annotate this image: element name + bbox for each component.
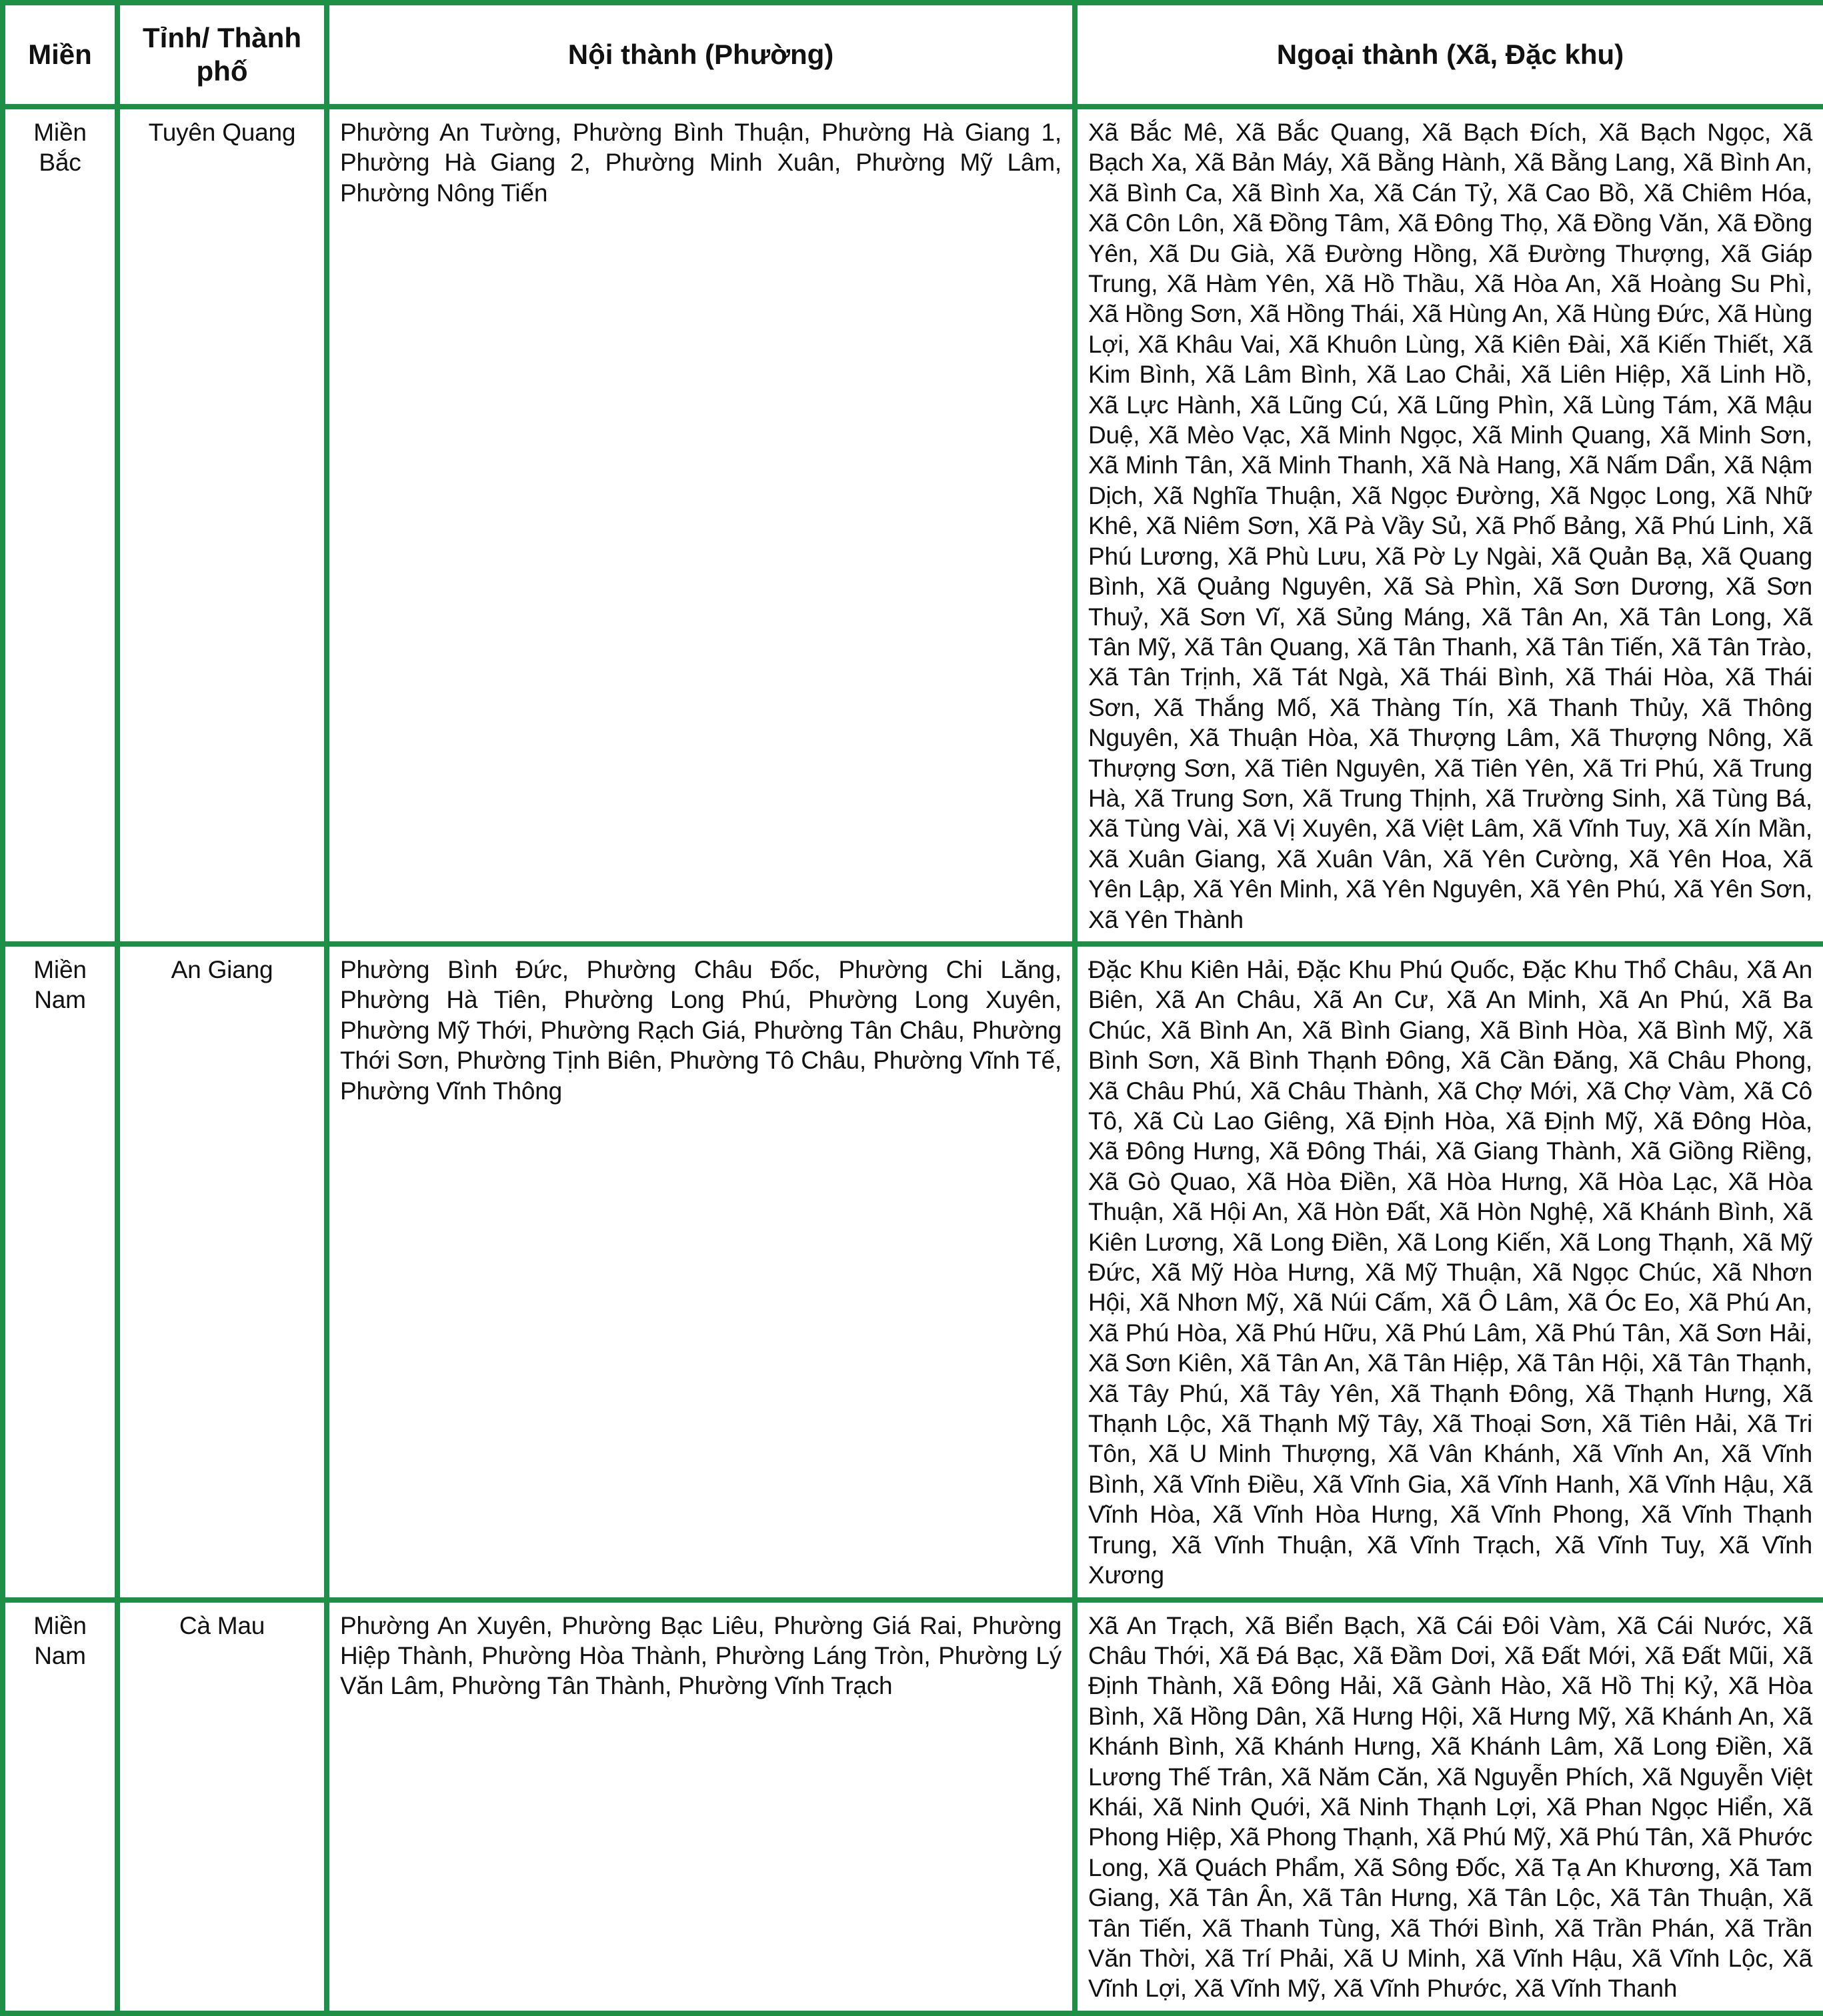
province-cell: Cà Mau [117, 1600, 327, 2013]
province-cell: Tuyên Quang [117, 107, 327, 944]
table-row [3, 1600, 1823, 2013]
region-cell: Miền Nam [3, 1600, 117, 2013]
wards-cell: Phường Bình Đức, Phường Châu Đốc, Phường Chi Lăng, Phường Hà Tiên, Phường Long Phú, Phường Long Xuyên, Phường Mỹ Thới, Phường Rạch Giá, Phường Tân Châu, Phường Thới Sơn, Phường Tịnh Biên, Phường Tô Châu, Phường Vĩnh Tế, Phường Vĩnh Thông [327, 944, 1075, 1600]
province-cell: An Giang [117, 944, 327, 1600]
table-row [3, 107, 1823, 944]
header-urban-wards: Nội thành (Phường) [327, 3, 1075, 107]
region-cell: Miền Bắc [3, 107, 117, 944]
communes-cell: Xã Bắc Mê, Xã Bắc Quang, Xã Bạch Đích, Xã Bạch Ngọc, Xã Bạch Xa, Xã Bản Máy, Xã Bằng Hành, Xã Bằng Lang, Xã Bình An, Xã Bình Ca, Xã Bình Xa, Xã Cán Tỷ, Xã Cao Bồ, Xã Chiêm Hóa, Xã Côn Lôn, Xã Đồng Tâm, Xã Đông Thọ, Xã Đồng Văn, Xã Đồng Yên, Xã Du Già, Xã Đường Hồng, Xã Đường Thượng, Xã Giáp Trung, Xã Hàm Yên, Xã Hồ Thầu, Xã Hòa An, Xã Hoàng Su Phì, Xã Hồng Sơn, Xã Hồng Thái, Xã Hùng An, Xã Hùng Đức, Xã Hùng Lợi, Xã Khâu Vai, Xã Khuôn Lùng, Xã Kiên Đài, Xã Kiến Thiết, Xã Kim Bình, Xã Lâm Bình, Xã Lao Chải, Xã Liên Hiệp, Xã Linh Hồ, Xã Lực Hành, Xã Lũng Cú, Xã Lũng Phìn, Xã Lùng Tám, Xã Mậu Duệ, Xã Mèo Vạc, Xã Minh Ngọc, Xã Minh Quang, Xã Minh Sơn, Xã Minh Tân, Xã Minh Thanh, Xã Nà Hang, Xã Nấm Dẩn, Xã Nậm Dịch, Xã Nghĩa Thuận, Xã Ngọc Đường, Xã Ngọc Long, Xã Nhữ Khê, Xã Niêm Sơn, Xã Pà Vầy Sủ, Xã Phố Bảng, Xã Phú Linh, Xã Phú Lương, Xã Phù Lưu, Xã Pờ Ly Ngài, Xã Quản Bạ, Xã Quang Bình, Xã Quảng Nguyên, Xã Sà Phìn, Xã Sơn Dương, Xã Sơn Thuỷ, Xã Sơn Vĩ, Xã Sủng Máng, Xã Tân An, Xã Tân Long, Xã Tân Mỹ, Xã Tân Quang, Xã Tân Thanh, Xã Tân Tiến, Xã Tân Trào, Xã Tân Trịnh, Xã Tát Ngà, Xã Thái Bình, Xã Thái Hòa, Xã Thái Sơn, Xã Thắng Mố, Xã Thàng Tín, Xã Thanh Thủy, Xã Thông Nguyên, Xã Thuận Hòa, Xã Thượng Lâm, Xã Thượng Nông, Xã Thượng Sơn, Xã Tiên Nguyên, Xã Tiên Yên, Xã Tri Phú, Xã Trung Hà, Xã Trung Sơn, Xã Trung Thịnh, Xã Trường Sinh, Xã Tùng Bá, Xã Tùng Vài, Xã Vị Xuyên, Xã Việt Lâm, Xã Vĩnh Tuy, Xã Xín Mần, Xã Xuân Giang, Xã Xuân Vân, Xã Yên Cường, Xã Yên Hoa, Xã Yên Lập, Xã Yên Minh, Xã Yên Nguyên, Xã Yên Phú, Xã Yên Sơn, Xã Yên Thành [1075, 107, 1823, 944]
wards-cell: Phường An Tường, Phường Bình Thuận, Phường Hà Giang 1, Phường Hà Giang 2, Phường Minh Xuân, Phường Mỹ Lâm, Phường Nông Tiến [327, 107, 1075, 944]
region-cell: Miền Nam [3, 944, 117, 1600]
header-province: Tỉnh/ Thành phố [117, 3, 327, 107]
wards-cell: Phường An Xuyên, Phường Bạc Liêu, Phường Giá Rai, Phường Hiệp Thành, Phường Hòa Thành, Phường Láng Tròn, Phường Lý Văn Lâm, Phường Tân Thành, Phường Vĩnh Trạch [327, 1600, 1075, 2013]
header-region: Miền [3, 3, 117, 107]
table-row [3, 944, 1823, 1600]
header-suburban-communes: Ngoại thành (Xã, Đặc khu) [1075, 3, 1823, 107]
header-row [3, 3, 1823, 107]
communes-cell: Đặc Khu Kiên Hải, Đặc Khu Phú Quốc, Đặc Khu Thổ Châu, Xã An Biên, Xã An Châu, Xã An Cư, Xã An Minh, Xã An Phú, Xã Ba Chúc, Xã Bình An, Xã Bình Giang, Xã Bình Hòa, Xã Bình Mỹ, Xã Bình Sơn, Xã Bình Thạnh Đông, Xã Cần Đăng, Xã Châu Phong, Xã Châu Phú, Xã Châu Thành, Xã Chợ Mới, Xã Chợ Vàm, Xã Cô Tô, Xã Cù Lao Giêng, Xã Định Hòa, Xã Định Mỹ, Xã Đông Hòa, Xã Đông Hưng, Xã Đông Thái, Xã Giang Thành, Xã Giồng Riềng, Xã Gò Quao, Xã Hòa Điền, Xã Hòa Hưng, Xã Hòa Lạc, Xã Hòa Thuận, Xã Hội An, Xã Hòn Đất, Xã Hòn Nghệ, Xã Khánh Bình, Xã Kiên Lương, Xã Long Điền, Xã Long Kiến, Xã Long Thạnh, Xã Mỹ Đức, Xã Mỹ Hòa Hưng, Xã Mỹ Thuận, Xã Ngọc Chúc, Xã Nhơn Hội, Xã Nhơn Mỹ, Xã Núi Cấm, Xã Ô Lâm, Xã Óc Eo, Xã Phú An, Xã Phú Hòa, Xã Phú Hữu, Xã Phú Lâm, Xã Phú Tân, Xã Sơn Hải, Xã Sơn Kiên, Xã Tân An, Xã Tân Hiệp, Xã Tân Hội, Xã Tân Thạnh, Xã Tây Phú, Xã Tây Yên, Xã Thạnh Đông, Xã Thạnh Hưng, Xã Thạnh Lộc, Xã Thạnh Mỹ Tây, Xã Thoại Sơn, Xã Tiên Hải, Xã Tri Tôn, Xã U Minh Thượng, Xã Vân Khánh, Xã Vĩnh An, Xã Vĩnh Bình, Xã Vĩnh Điều, Xã Vĩnh Gia, Xã Vĩnh Hanh, Xã Vĩnh Hậu, Xã Vĩnh Hòa, Xã Vĩnh Hòa Hưng, Xã Vĩnh Phong, Xã Vĩnh Thạnh Trung, Xã Vĩnh Thuận, Xã Vĩnh Trạch, Xã Vĩnh Tuy, Xã Vĩnh Xương [1075, 944, 1823, 1600]
communes-cell: Xã An Trạch, Xã Biển Bạch, Xã Cái Đôi Vàm, Xã Cái Nước, Xã Châu Thới, Xã Đá Bạc, Xã Đầm Dơi, Xã Đất Mới, Xã Đất Mũi, Xã Định Thành, Xã Đông Hải, Xã Gành Hào, Xã Hồ Thị Kỷ, Xã Hòa Bình, Xã Hồng Dân, Xã Hưng Hội, Xã Hưng Mỹ, Xã Khánh An, Xã Khánh Bình, Xã Khánh Hưng, Xã Khánh Lâm, Xã Long Điền, Xã Lương Thế Trân, Xã Năm Căn, Xã Nguyễn Phích, Xã Nguyễn Việt Khái, Xã Ninh Quới, Xã Ninh Thạnh Lợi, Xã Phan Ngọc Hiển, Xã Phong Hiệp, Xã Phong Thạnh, Xã Phú Mỹ, Xã Phú Tân, Xã Phước Long, Xã Quách Phẩm, Xã Sông Đốc, Xã Tạ An Khương, Xã Tam Giang, Xã Tân Ân, Xã Tân Hưng, Xã Tân Lộc, Xã Tân Thuận, Xã Tân Tiến, Xã Thanh Tùng, Xã Thới Bình, Xã Trần Phán, Xã Trần Văn Thời, Xã Trí Phải, Xã U Minh, Xã Vĩnh Hậu, Xã Vĩnh Lộc, Xã Vĩnh Lợi, Xã Vĩnh Mỹ, Xã Vĩnh Phước, Xã Vĩnh Thanh [1075, 1600, 1823, 2013]
